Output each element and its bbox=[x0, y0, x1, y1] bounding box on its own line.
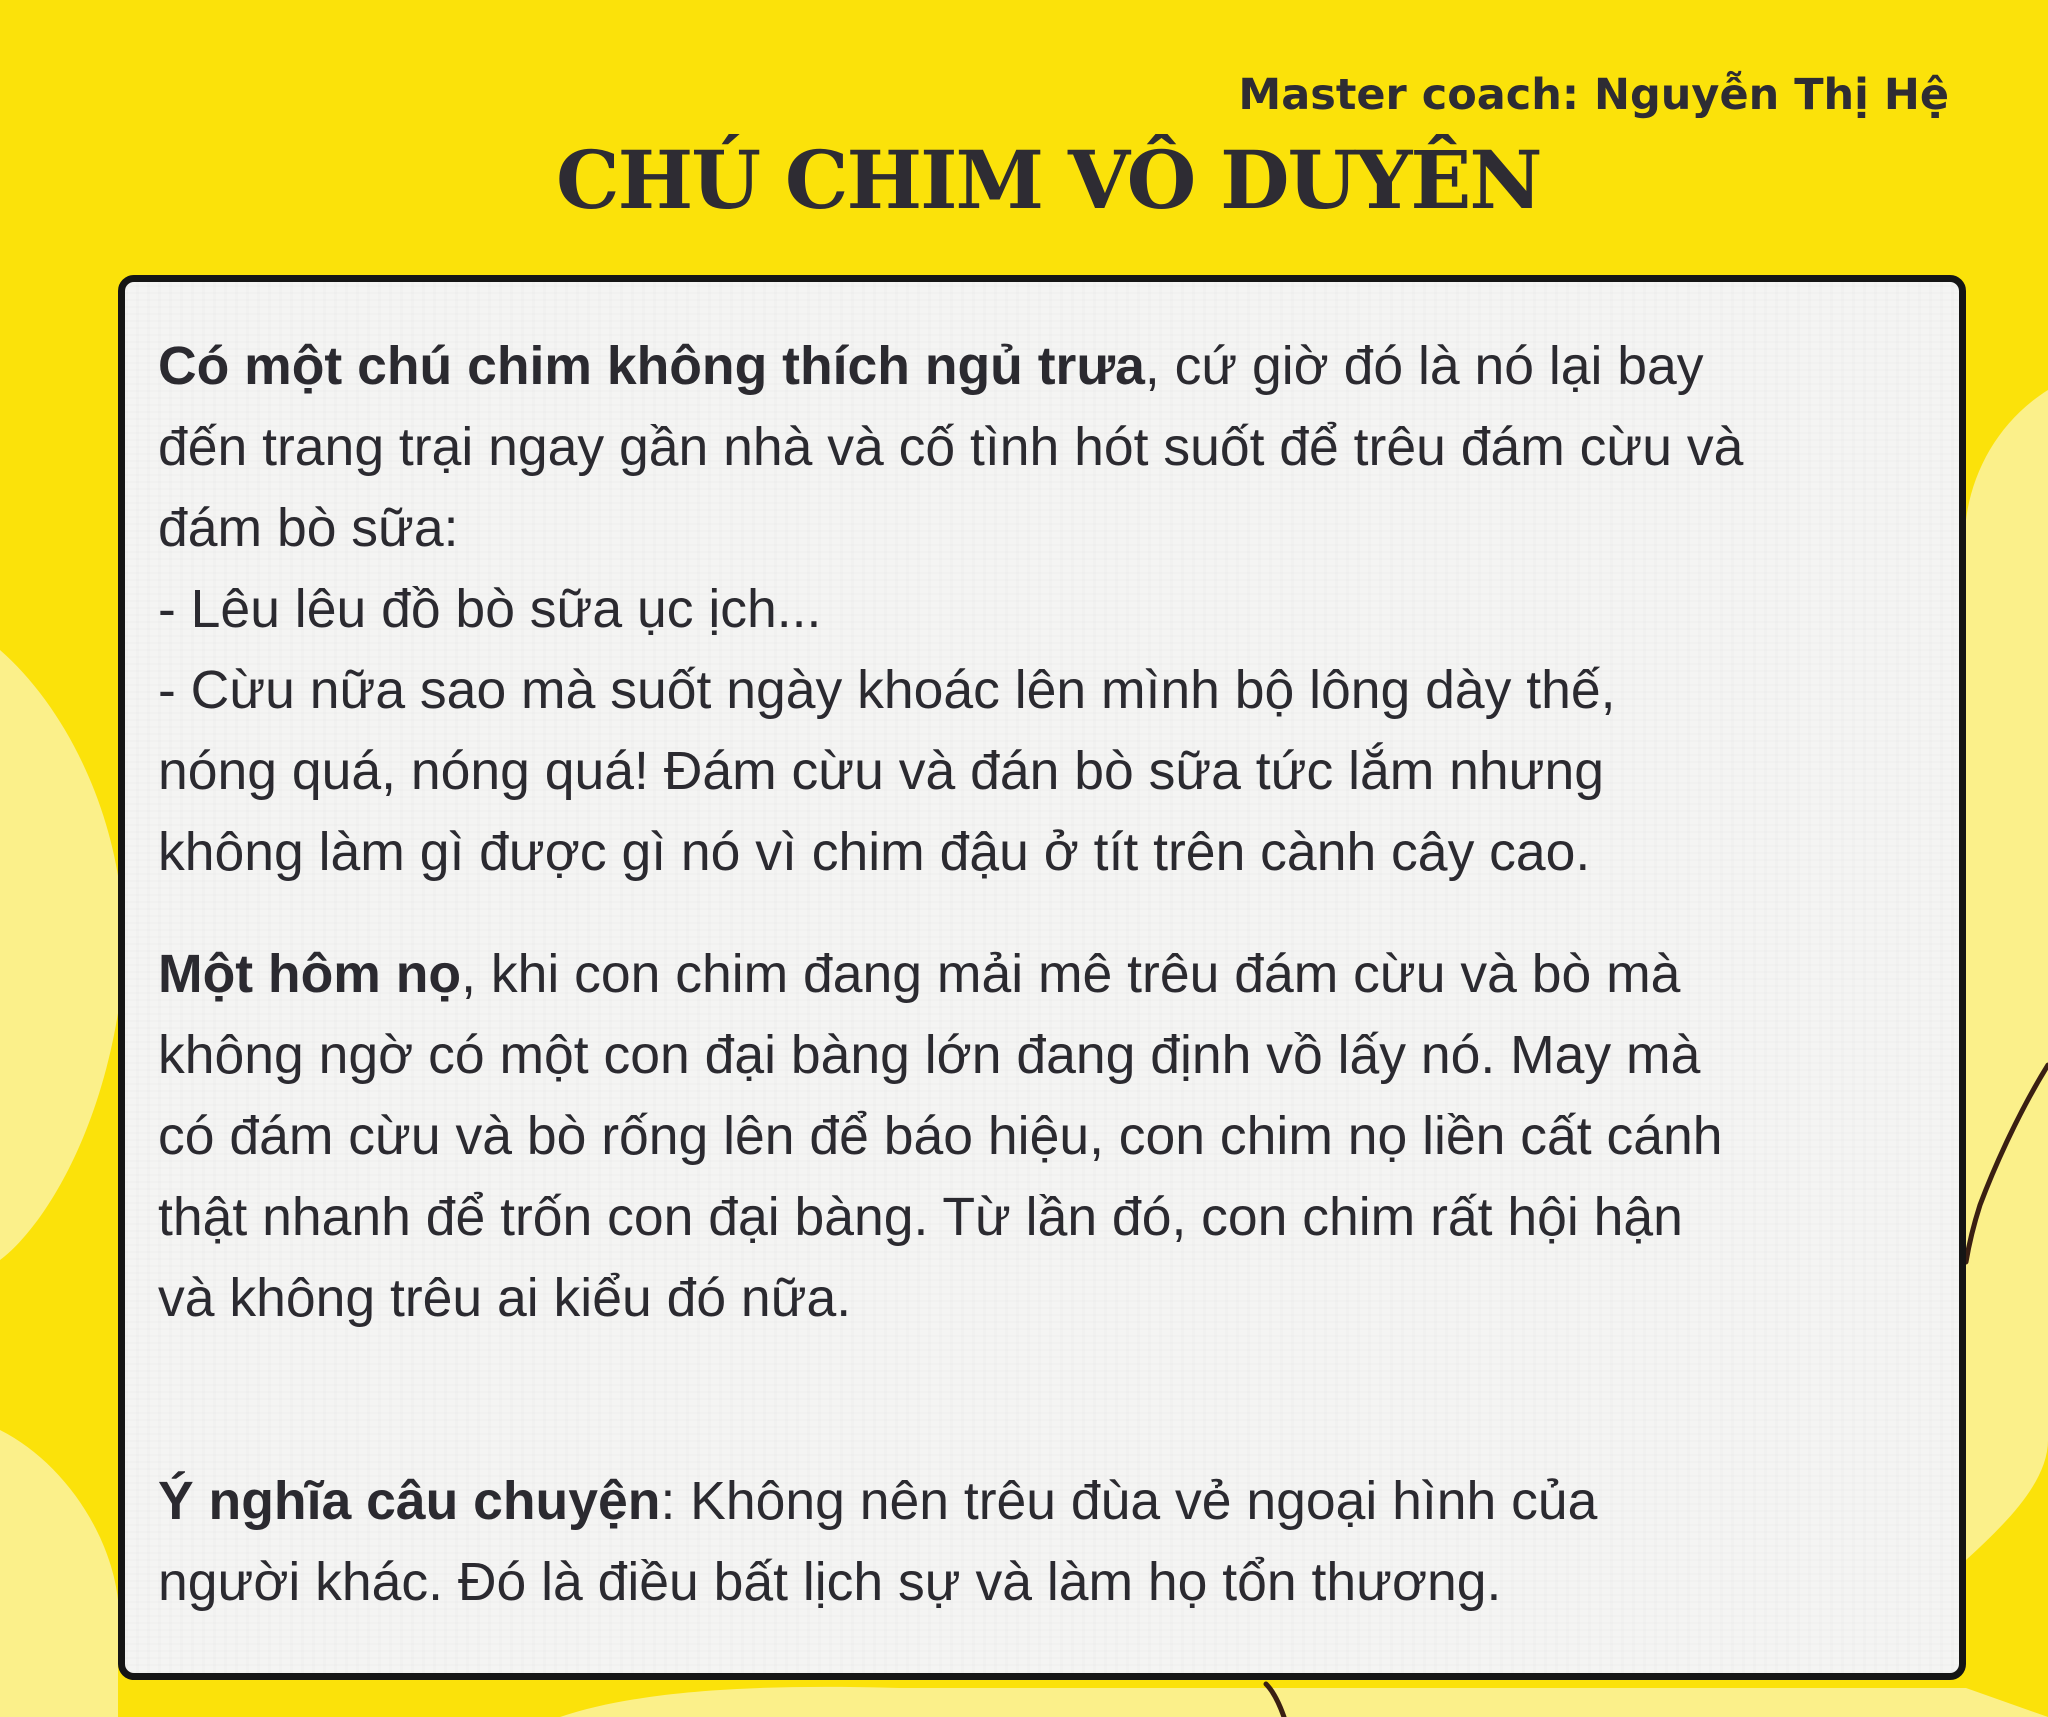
paragraph-line: và không trêu ai kiểu đó nữa. bbox=[158, 1269, 852, 1328]
bold-lead: Một hôm nọ bbox=[158, 945, 462, 1004]
paragraph-moral bbox=[158, 1461, 1948, 1623]
left-bottom-blob-shape bbox=[0, 1430, 118, 1717]
paragraph-line: đến trang trại ngay gần nhà và cố tình hót suốt để trêu đám cừu và bbox=[158, 418, 1744, 477]
paragraph-line: - Lêu lêu đồ bò sữa ục ịch... bbox=[158, 580, 822, 639]
paragraph-line: không ngờ có một con đại bàng lớn đang định vồ lấy nó. May mà bbox=[158, 1026, 1701, 1085]
paragraph-line: thật nhanh để trốn con đại bàng. Từ lần đó, con chim rất hội hận bbox=[158, 1188, 1683, 1247]
paragraph-line: có đám cừu và bò rống lên để báo hiệu, con chim nọ liền cất cánh bbox=[158, 1107, 1723, 1166]
bottom-blob-shape bbox=[560, 1687, 2048, 1717]
line-text: : Không nên trêu đùa vẻ ngoại hình của bbox=[660, 1472, 1598, 1531]
line-text: , khi con chim đang mải mê trêu đám cừu và bò mà bbox=[461, 945, 1681, 1004]
paragraph-line bbox=[158, 934, 1948, 1015]
story-text bbox=[158, 326, 1948, 1623]
paragraph-line: không làm gì được gì nó vì chim đậu ở tít trên cành cây cao. bbox=[158, 823, 1591, 882]
right-blob-shape bbox=[1966, 390, 2048, 1560]
line-text: , cứ giờ đó là nó lại bay bbox=[1144, 337, 1704, 396]
story-title: CHÚ CHIM VÔ DUYÊN bbox=[556, 133, 1541, 227]
paragraph-line: đám bò sữa: bbox=[158, 499, 459, 558]
left-blob-shape bbox=[0, 650, 124, 1260]
bold-lead: Ý nghĩa câu chuyện bbox=[158, 1472, 661, 1531]
paragraph-line: người khác. Đó là điều bất lịch sự và làm họ tổn thương. bbox=[158, 1553, 1502, 1612]
paragraph-line: nóng quá, nóng quá! Đám cừu và đán bò sữa tức lắm nhưng bbox=[158, 742, 1604, 801]
paragraph-line bbox=[158, 1461, 1948, 1542]
paragraph-event bbox=[158, 934, 1948, 1339]
master-coach-credit: Master coach: Nguyễn Thị Hệ bbox=[1238, 70, 1949, 120]
paragraph-line bbox=[158, 326, 1948, 407]
paragraph-intro bbox=[158, 326, 1948, 893]
bold-lead: Có một chú chim không thích ngủ trưa bbox=[158, 337, 1145, 396]
paragraph-line: - Cừu nữa sao mà suốt ngày khoác lên mình bộ lông dày thế, bbox=[158, 661, 1616, 720]
